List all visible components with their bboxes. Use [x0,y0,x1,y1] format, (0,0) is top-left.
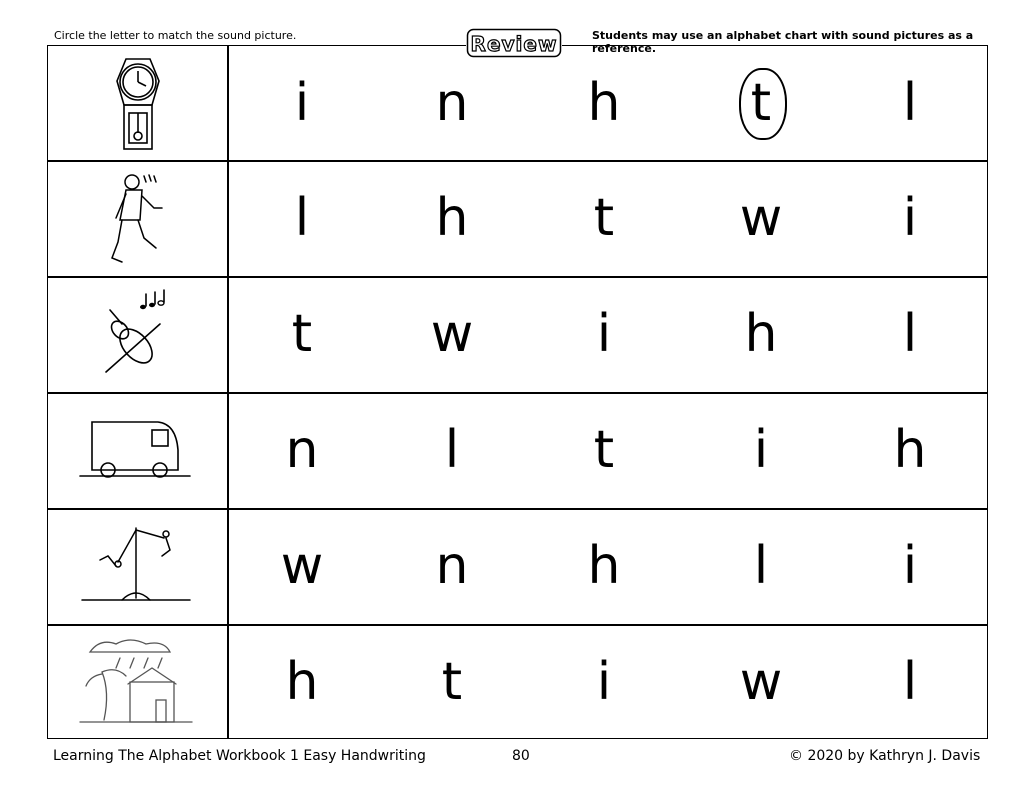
letter-option[interactable]: t [291,304,313,364]
instruction-left: Circle the letter to match the sound picture. [54,29,297,42]
letter-option[interactable]: w [739,652,783,712]
letter-option[interactable]: i [596,652,612,712]
letter-option[interactable]: i [902,536,918,596]
letter-option[interactable]: l [902,652,918,712]
letter-option[interactable]: l [902,304,918,364]
letter-option[interactable]: l [753,536,769,596]
letter-option[interactable]: h [587,536,621,596]
footer-book-title: Learning The Alphabet Workbook 1 Easy Handwriting [53,748,426,764]
answer-circle [739,68,787,140]
violin-icon [60,284,215,384]
letter-option[interactable]: t [593,188,615,248]
footer-copyright: © 2020 by Kathryn J. Davis [789,748,981,764]
letter-option[interactable]: w [430,304,474,364]
letter-option[interactable]: t [593,420,615,480]
letter-option-circled[interactable]: t [750,73,772,133]
letter-option[interactable]: l [902,73,918,133]
letter-option[interactable]: h [893,420,927,480]
letter-option[interactable]: t [441,652,463,712]
instruction-right: Students may use an alphabet chart with sound pictures as a reference. [592,29,974,55]
van-icon [60,400,215,500]
letter-option[interactable]: l [294,188,310,248]
tetherball-icon [60,516,215,616]
letter-option[interactable]: h [435,188,469,248]
letter-option[interactable]: i [902,188,918,248]
row-divider [47,508,988,510]
house-storm-icon [60,632,215,732]
letter-option[interactable]: w [739,188,783,248]
letter-option[interactable]: n [285,420,319,480]
row-divider [47,160,988,162]
humming-boy-icon [60,168,215,268]
grandfather-clock-icon [60,53,215,153]
review-title-text: Review [470,32,558,56]
letter-option[interactable]: w [280,536,324,596]
footer-page-number: 80 [512,748,530,764]
row-divider [47,624,988,626]
letter-option[interactable]: i [596,304,612,364]
row-divider [47,276,988,278]
letter-option[interactable]: n [435,73,469,133]
letter-option[interactable]: h [744,304,778,364]
letter-option[interactable]: l [444,420,460,480]
review-title [466,28,562,58]
letter-option[interactable]: n [435,536,469,596]
letter-option[interactable]: i [753,420,769,480]
letter-option[interactable]: h [587,73,621,133]
letter-option[interactable]: h [285,652,319,712]
letter-option[interactable]: i [294,73,310,133]
row-divider [47,392,988,394]
